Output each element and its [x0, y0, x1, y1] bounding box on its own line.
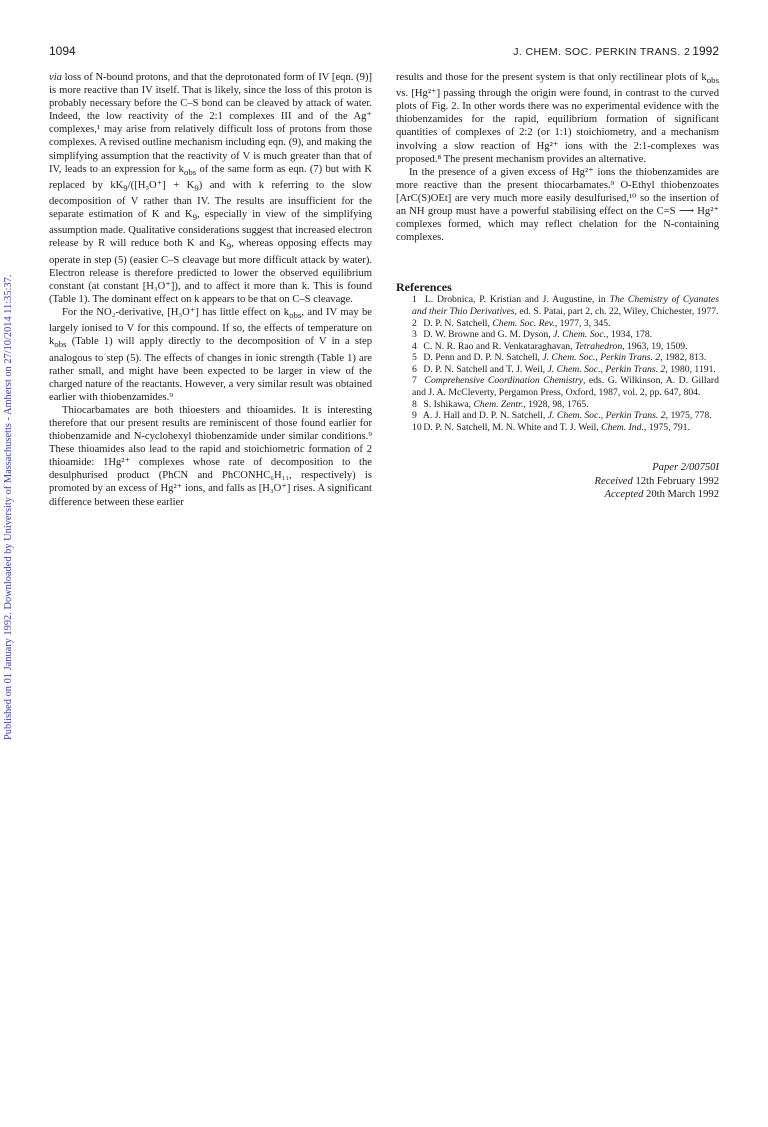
reference-authors: C. N. R. Rao and R. Venkataraghavan,: [423, 340, 575, 352]
reference-number: 7: [412, 375, 417, 387]
reference-source: Comprehensive Coordination Chemistry: [424, 375, 584, 387]
journal-year: 1992: [692, 44, 719, 58]
subscript: 9: [123, 182, 128, 193]
reference-source: J. Chem. Soc.: [553, 329, 607, 341]
received-line: [396, 475, 719, 488]
subscript: 9: [226, 241, 232, 252]
reference-details: , 1975, 791.: [643, 421, 690, 433]
reference-number: 8: [412, 398, 417, 410]
reference-number: 3: [412, 329, 417, 341]
download-watermark: [2, 150, 18, 740]
text-span: ) and with k referring to the slow decomposition of V rather than IV. The results are insufficient for the separate estimation of K and K: [49, 179, 372, 221]
subscript: obs: [706, 75, 719, 86]
running-head: [513, 44, 719, 58]
subscript: obs: [183, 166, 197, 177]
reference-item: [396, 341, 719, 353]
download-watermark-text: Published on 01 January 1992. Downloaded by University of Massachusetts - Amherst on 27/10/2014 11:35:37.: [3, 274, 14, 740]
paragraph-thiocarbamates: Thiocarbamates are both thioesters and thioamides. It is interesting therefore that our present results are reminiscent of those found earlier for thiobenzamide and N-cyclohexyl thiobenzamide under similar conditions.⁹ These thioamides also lead to the rapid and stoichiometric formation of 2 thioamide: 1Hg²⁺ complexes whose rate of decomposition to the desulphurised product (PhCN and PhCONHC₆H₁₁, respectively) is promoted by an excess of Hg²⁺ ions, and falls as [H₃O⁺] rises. A significant difference between these earlier: [49, 404, 372, 508]
accepted-label: Accepted: [604, 488, 644, 500]
paragraph-reactivity: In the presence of a given excess of Hg²⁺ ions the thiobenzamides are more reactive than the present thiocarbamates.⁹ O-Ethyl thiobenzoates [ArC(S)OEt] are very much more easily desulfurised,¹⁰ so the insertion of an NH group must have a powerful stabilising effect on the C=S ⟶ Hg²⁺ complexes formed, which may reflect chelation for the N-containing complexes.: [396, 166, 719, 244]
reference-details: , 1982, 813.: [660, 352, 707, 364]
reference-source: Chem. Zentr.: [473, 398, 524, 410]
reference-authors: D. W. Browne and G. M. Dyson,: [423, 329, 554, 341]
paragraph-nitro-derivative: [49, 306, 372, 404]
paper-id: Paper 2/00750I: [652, 462, 719, 474]
right-column: [396, 71, 719, 501]
reference-item: [396, 375, 719, 398]
reference-source: Tetrahedron: [574, 340, 623, 352]
reference-item: [396, 399, 719, 411]
italic-via: via: [49, 72, 62, 83]
text-span: , and IV may be largely ionised to V for this compound. If so, the effects of temperature on k: [49, 307, 373, 348]
reference-source: J. Chem. Soc., Perkin Trans. 2: [547, 410, 666, 422]
reference-authors: A. J. Hall and D. P. N. Satchell,: [422, 410, 548, 422]
reference-authors: D. P. N. Satchell and T. J. Weil,: [423, 363, 548, 375]
reference-details: , 1977, 3, 345.: [554, 317, 611, 329]
reference-number: 6: [412, 363, 417, 375]
reference-item: [396, 352, 719, 364]
reference-source: The Chemistry of Cyanates and their Thio Derivatives: [412, 294, 719, 317]
text-span: of the same form as eqn. (7) but with K replaced by kK: [49, 163, 372, 191]
journal-name: J. CHEM. SOC. PERKIN TRANS. 2: [513, 46, 691, 58]
reference-item: [396, 294, 719, 317]
text-span: loss of N-bound protons, and that the deprotonated form of IV [eqn. (9)] is more reactive than IV itself. That is likely, since the loss of this proton is probably necessary before the C–S bond can be cleaved by attack of water. Indeed, the low reactivity of the 2:1 complexes III and of the Ag⁺ complexes,¹ may arise from relatively difficult loss of protons from those complexes. A revised outline mechanism including eqn. (9), and making the simplifying assumption that the reactivity of V is much greater than that of IV, leads to an expression for k: [49, 72, 372, 175]
accepted-date: 20th March 1992: [646, 488, 719, 500]
subscript: 9: [192, 212, 198, 223]
subscript: obs: [54, 339, 67, 350]
reference-item: [396, 329, 719, 341]
text-span: results and those for the present system is that only rectilinear plots of k: [396, 72, 707, 83]
reference-authors: L. Drobnica, P. Kristian and J. Augustine, in: [424, 294, 610, 306]
text-span: /([H₃O⁺] + K: [127, 179, 195, 191]
references-heading: References: [396, 280, 452, 295]
reference-authors: D. P. N. Satchell, M. N. White and T. J. Weil,: [423, 421, 602, 433]
reference-details: , 1963, 19, 1509.: [622, 340, 688, 352]
text-span: , especially in view of the simplifying assumption made. Qualitative considerations suggest that increased electron release by R will reduce both K and K: [49, 209, 372, 250]
reference-authors: S. Ishikawa,: [423, 398, 474, 410]
reference-authors: D. P. N. Satchell,: [423, 317, 493, 329]
received-date: 12th February 1992: [635, 475, 719, 487]
reference-number: 2: [412, 317, 417, 329]
text-span: For the NO₂-derivative, [H₃O⁺] has little effect on k: [62, 307, 290, 319]
reference-item: [396, 422, 719, 434]
reference-details: , 1934, 178.: [606, 329, 653, 341]
reference-details: , ed. S. Patai, part 2, ch. 22, Wiley, Chichester, 1977.: [514, 305, 719, 317]
reference-details: , 1975, 778.: [665, 410, 712, 422]
reference-details: , 1980, 1191.: [665, 363, 716, 375]
reference-number: 4: [412, 340, 417, 352]
text-span: vs. [Hg²⁺] passing through the origin were found, in contrast to the curved plots of Fig. 2. In other words there was no experimental evidence with the thiobenzamides for the rapid, equilibrium formation of significant quantities of complexes of 2:2 (or 1:1) stoichiometry, and a mechanism involving a slow reaction of Hg²⁺ ions with the 2:1-complexes was proposed.⁸ The present mechanism provides an alternative.: [396, 88, 719, 165]
reference-item: [396, 410, 719, 422]
reference-item: [396, 364, 719, 376]
reference-details: , 1928, 98, 1765.: [523, 398, 589, 410]
reference-source: J. Chem. Soc., Perkin Trans. 2: [542, 352, 661, 364]
references-list: [396, 294, 719, 433]
text-span: (Table 1) will apply directly to the decomposition of V in a step analogous to step (5). The effects of changes in ionic strength (Table 1) are rather small, and might have been expected to be larger in view of the charged nature of the reactants. However, a very similar result was obtained earlier with thiobenzamides.⁹: [49, 336, 372, 403]
subscript: 9: [194, 182, 199, 193]
reference-source: Chem. Ind.: [601, 421, 644, 433]
reference-item: [396, 318, 719, 330]
paragraph-comparison: [396, 71, 719, 166]
page-number: 1094: [49, 44, 76, 58]
subscript: obs: [289, 310, 302, 321]
reference-number: 9: [412, 410, 417, 422]
reference-authors: D. Penn and D. P. N. Satchell,: [423, 352, 543, 364]
reference-number: 10: [412, 421, 422, 433]
received-label: Received: [594, 475, 633, 487]
reference-number: 5: [412, 352, 417, 364]
reference-source: J. Chem. Soc., Perkin Trans. 2: [547, 363, 666, 375]
text-span: , whereas opposing effects may operate in step (5) (easier C–S cleavage but more difficult attack by water). Electron release is therefore predicted to lower the observed equilibrium constant (at constant [H₃O⁺]), and to affect it more than k. This is found (Table 1). The dominant effect on k appears to be that on C–S cleavage.: [49, 238, 372, 305]
reference-source: Chem. Soc. Rev.: [492, 317, 555, 329]
reference-details: , eds. G. Wilkinson, A. D. Gillard and J. A. McCleverty, Pergamon Press, Oxford, 1987, vol. 2, pp. 647, 804.: [412, 375, 719, 399]
left-column: [49, 71, 372, 509]
reference-number: 1: [412, 294, 417, 306]
accepted-line: [396, 488, 719, 501]
paragraph-mechanism: [49, 71, 372, 306]
paper-meta: [396, 461, 719, 501]
page-header: [49, 44, 719, 62]
